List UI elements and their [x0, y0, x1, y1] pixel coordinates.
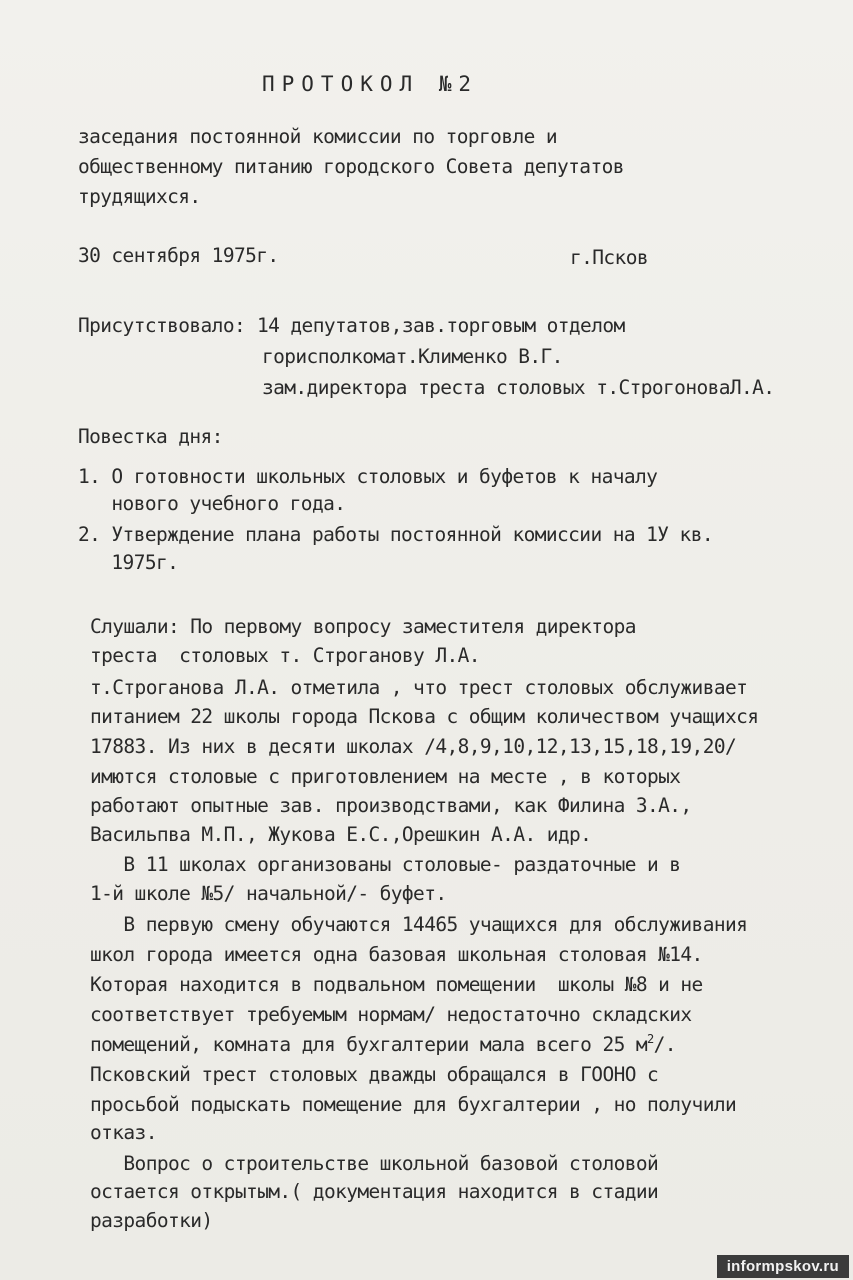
body-line: 1-й школе №5/ начальной/- буфет.: [90, 882, 447, 905]
site-watermark: informpskov.ru: [717, 1255, 849, 1278]
subtitle-line-3: трудящихся.: [78, 185, 201, 208]
attendance-line-3: зам.директора треста столовых т.СтрогоноваЛ.А.: [262, 376, 775, 399]
body-line: В 11 школах организованы столовые- раздаточные и в: [90, 853, 681, 876]
body-line: т.Строганова Л.А. отметила , что трест столовых обслуживает: [90, 676, 748, 699]
area-suffix: /.: [653, 1033, 676, 1056]
body-line: школ города имеется одна базовая школьная столовая №14.: [90, 943, 703, 966]
body-line: В первую смену обучаются 14465 учащихся для обслуживания: [90, 913, 748, 936]
body-line: Которая находится в подвальном помещении школы №8 и не: [90, 973, 703, 996]
subtitle-line-1: заседания постоянной комиссии по торговле и: [78, 125, 558, 148]
area-superscript: 2: [647, 1032, 654, 1046]
body-line: имются столовые с приготовлением на месте , в которых: [90, 765, 681, 788]
body-line: соответствует требуемым нормам/ недостаточно складских: [90, 1003, 692, 1026]
meeting-date: 30 сентября 1975г.: [78, 244, 279, 267]
area-line: [90, 1033, 676, 1057]
body-line: 17883. Из них в десяти школах /4,8,9,10,12,13,15,18,19,20/: [90, 735, 737, 758]
attendance-line-1: 14 депутатов,зав.торговым отделом: [257, 314, 625, 337]
agenda-item-2: 2. Утверждение плана работы постоянной комиссии на 1У кв.: [78, 523, 713, 546]
body-line: Васильпва М.П., Жукова Е.С.,Орешкин А.А. идр.: [90, 823, 592, 846]
agenda-item-1: 1. О готовности школьных столовых и буфетов к началу: [78, 465, 658, 488]
protocol-title: ПРОТОКОЛ №2: [262, 72, 479, 96]
body-line: просьбой подыскать помещение для бухгалтерии , но получили: [90, 1093, 737, 1116]
body-line: остается открытым.( документация находится в стадии: [90, 1180, 659, 1203]
body-line: Слушали: По первому вопросу заместителя директора: [90, 615, 636, 638]
body-line: отказ.: [90, 1121, 157, 1144]
agenda-item-2-cont: 1975г.: [78, 551, 179, 574]
attendance-label: Присутствовало:: [78, 314, 246, 337]
subtitle-line-2: общественному питанию городского Совета депутатов: [78, 155, 624, 178]
agenda-item-1-cont: нового учебного года.: [78, 492, 346, 515]
meeting-city: г.Псков: [570, 246, 648, 269]
area-text: помещений, комната для бухгалтерии мала всего 25 м: [90, 1033, 647, 1056]
body-line: Вопрос о строительстве школьной базовой столовой: [90, 1152, 659, 1175]
body-line: Псковский трест столовых дважды обращался в ГООНО с: [90, 1063, 659, 1086]
agenda-label: Повестка дня:: [78, 425, 223, 448]
body-line: треста столовых т. Строганову Л.А.: [90, 644, 480, 667]
body-line: работают опытные зав. производствами, как Филина З.А.,: [90, 794, 692, 817]
body-line: питанием 22 школы города Пскова с общим количеством учащихся: [90, 705, 759, 728]
body-line: разработки): [90, 1209, 213, 1232]
attendance-line-2: горисполкомат.Клименко В.Г.: [262, 345, 563, 368]
